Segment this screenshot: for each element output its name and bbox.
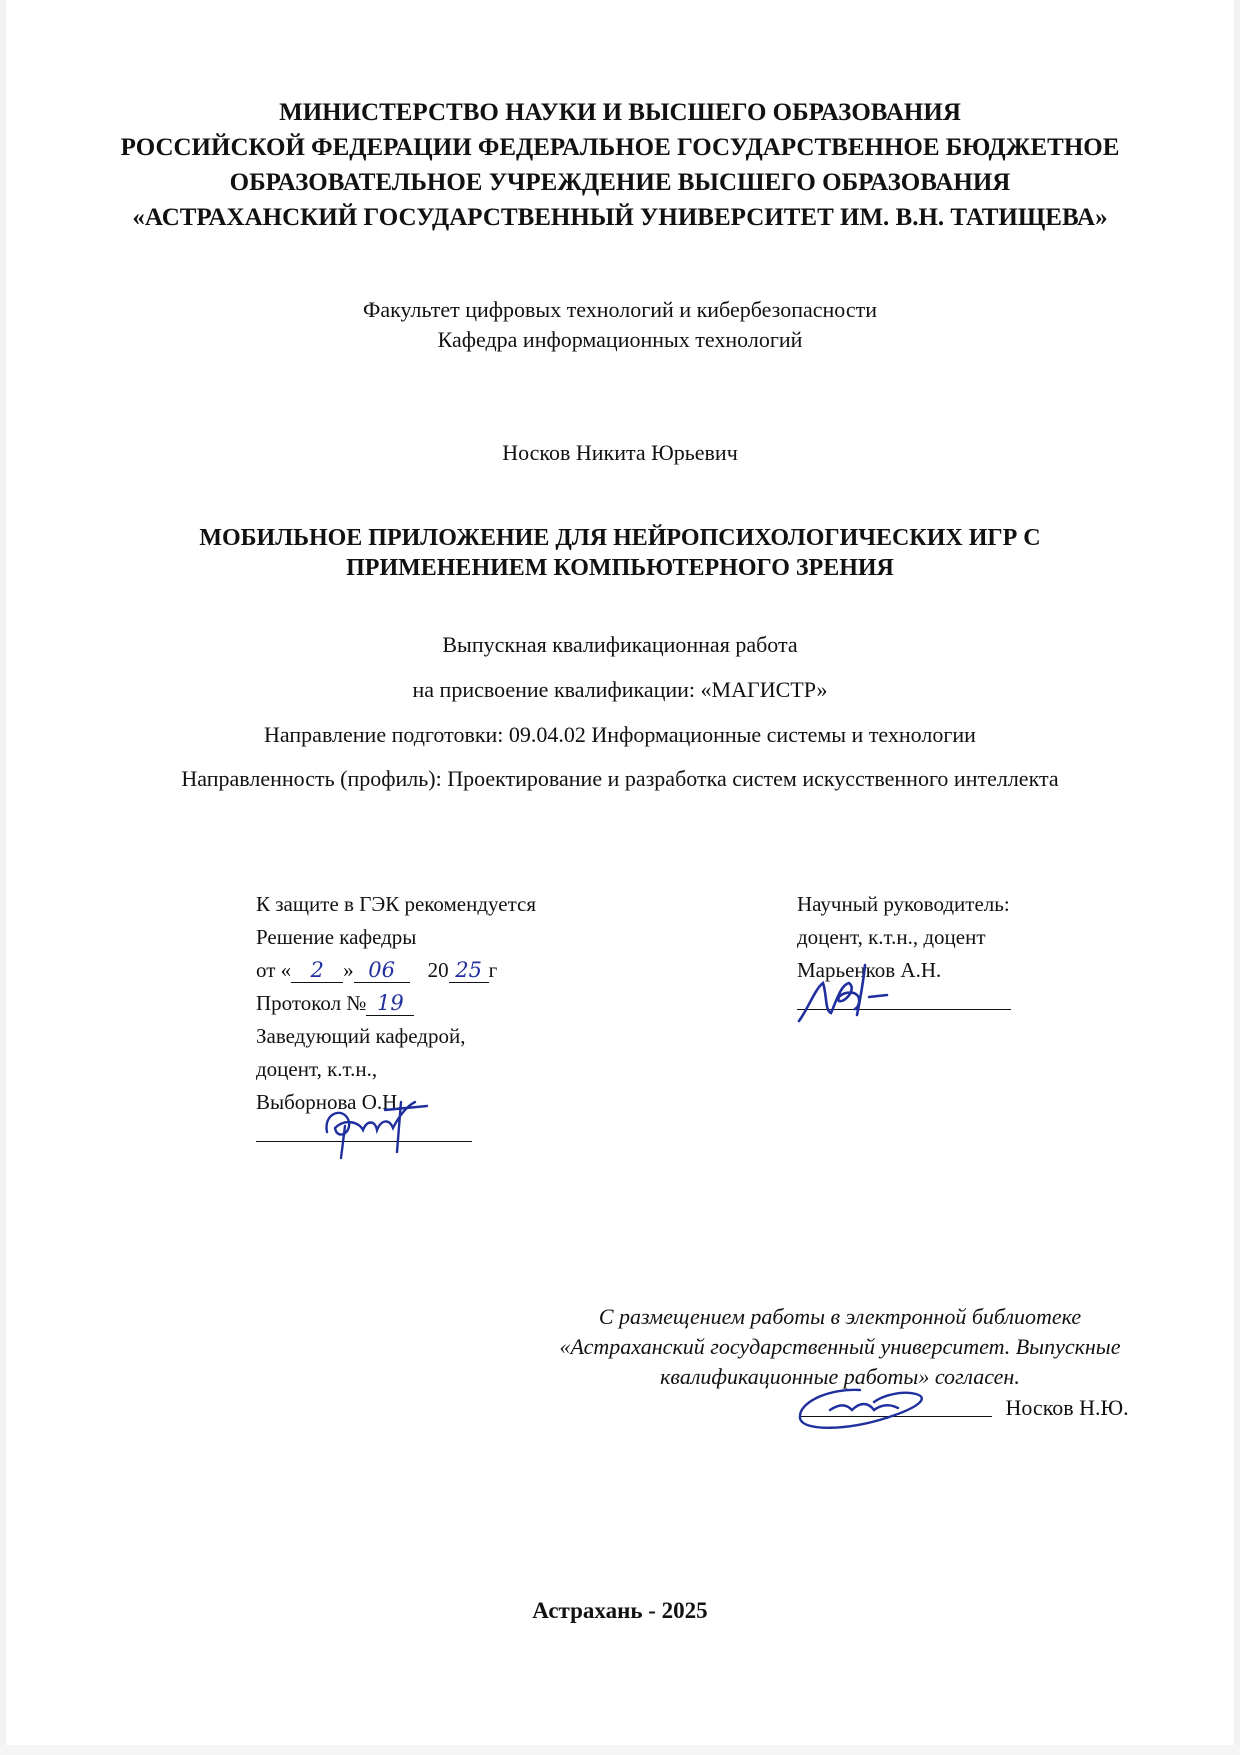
date-year: 25 bbox=[449, 958, 489, 983]
work-type: Выпускная квалификационная работа bbox=[442, 632, 798, 657]
scan-edge-left bbox=[0, 0, 6, 1755]
qualification: на присвоение квалификации: «МАГИСТР» bbox=[412, 677, 828, 702]
scan-edge-right bbox=[1234, 0, 1240, 1755]
consent-line: С размещением работы в электронной библиотеке bbox=[598, 1304, 1082, 1329]
supervisor-degree: доцент, к.т.н., доцент bbox=[797, 925, 986, 949]
date-day: 2 bbox=[291, 958, 343, 983]
header-line: ОБРАЗОВАТЕЛЬНОЕ УЧРЕЖДЕНИЕ ВЫСШЕГО ОБРАЗОВАНИЯ bbox=[229, 169, 1011, 196]
protocol-line bbox=[256, 987, 536, 1020]
header-line: «АСТРАХАНСКИЙ ГОСУДАРСТВЕННЫЙ УНИВЕРСИТЕТ ИМ. В.Н. ТАТИЩЕВА» bbox=[132, 204, 1108, 231]
department-decision-label: Решение кафедры bbox=[256, 925, 417, 949]
supervisor-block bbox=[797, 888, 1011, 1020]
supervisor-label: Научный руководитель: bbox=[797, 892, 1010, 916]
consent-signature-line bbox=[800, 1394, 1129, 1421]
head-title: Заведующий кафедрой, bbox=[256, 1024, 466, 1048]
supervisor-name: Марьенков А.Н. bbox=[797, 958, 942, 982]
department-name: Кафедра информационных технологий bbox=[437, 327, 803, 352]
study-direction: Направление подготовки: 09.04.02 Информационные системы и технологии bbox=[264, 722, 976, 747]
faculty-block bbox=[0, 295, 1240, 355]
study-profile: Направленность (профиль): Проектирование и разработка систем искусственного интеллекта bbox=[181, 766, 1059, 791]
consent-line: «Астраханский государственный университет. Выпускные bbox=[559, 1334, 1121, 1359]
supervisor-signature-line bbox=[797, 987, 1011, 1020]
ministry-header bbox=[0, 95, 1240, 235]
date-mid: » bbox=[343, 958, 354, 982]
date-year-prefix: 20 bbox=[427, 958, 449, 982]
consent-student-name: Носков Н.Ю. bbox=[1005, 1395, 1129, 1420]
header-line: РОССИЙСКОЙ ФЕДЕРАЦИИ ФЕДЕРАЛЬНОЕ ГОСУДАРСТВЕННОЕ БЮДЖЕТНОЕ bbox=[120, 134, 1120, 161]
date-suffix: г bbox=[488, 958, 498, 982]
header-line: МИНИСТЕРСТВО НАУКИ И ВЫСШЕГО ОБРАЗОВАНИЯ bbox=[279, 99, 961, 126]
head-degree: доцент, к.т.н., bbox=[256, 1057, 378, 1081]
date-month: 06 bbox=[354, 958, 410, 983]
head-signature-line bbox=[256, 1119, 536, 1152]
protocol-label: Протокол № bbox=[256, 991, 367, 1015]
protocol-number: 19 bbox=[366, 991, 414, 1016]
library-consent bbox=[530, 1302, 1150, 1392]
scan-edge-bottom bbox=[0, 1745, 1240, 1755]
decision-date bbox=[256, 954, 536, 987]
recommendation-text: К защите в ГЭК рекомендуется bbox=[256, 892, 537, 916]
head-name: Выборнова О.Н. bbox=[256, 1090, 403, 1114]
consent-line: квалификационные работы» согласен. bbox=[660, 1364, 1020, 1389]
thesis-title-line: ПРИМЕНЕНИЕМ КОМПЬЮТЕРНОГО ЗРЕНИЯ bbox=[346, 555, 894, 581]
date-prefix: от « bbox=[256, 958, 292, 982]
city-year: Астрахань - 2025 bbox=[532, 1598, 708, 1623]
thesis-title-line: МОБИЛЬНОЕ ПРИЛОЖЕНИЕ ДЛЯ НЕЙРОПСИХОЛОГИЧЕСКИХ ИГР С bbox=[199, 525, 1041, 551]
faculty-name: Факультет цифровых технологий и кибербезопасности bbox=[363, 297, 877, 322]
author-name: Носков Никита Юрьевич bbox=[502, 440, 738, 465]
defense-approval-block bbox=[256, 888, 536, 1152]
thesis-title bbox=[0, 523, 1240, 583]
